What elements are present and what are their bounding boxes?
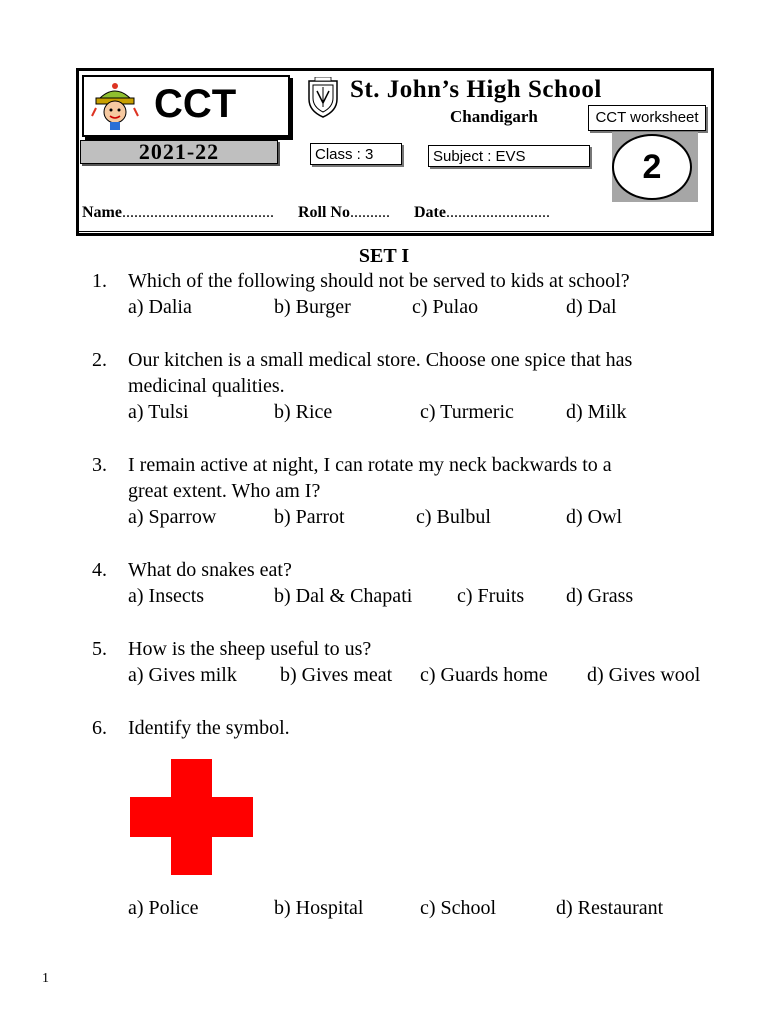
cct-title: CCT <box>154 82 237 126</box>
option[interactable]: c) Pulao <box>412 296 479 318</box>
page-number: 1 <box>42 971 49 986</box>
option[interactable]: b) Burger <box>274 296 351 318</box>
question-text: medicinal qualities. <box>128 375 285 397</box>
option[interactable]: c) Turmeric <box>420 401 514 423</box>
date-field[interactable]: .......................... <box>445 204 550 221</box>
worksheet-number: 2 <box>612 134 692 200</box>
school-crest-icon <box>305 77 341 119</box>
option[interactable]: b) Parrot <box>274 506 345 528</box>
option[interactable]: c) Bulbul <box>416 506 491 528</box>
question-number: 3. <box>92 454 107 476</box>
question-number: 1. <box>92 270 107 292</box>
question-text: What do snakes eat? <box>128 559 292 581</box>
date-label: Date <box>413 204 446 221</box>
question-text: Which of the following should not be served to kids at school? <box>128 270 630 292</box>
roll-label: Roll No <box>297 204 350 221</box>
name-field[interactable]: ...................................... <box>121 204 274 221</box>
header-divider <box>79 231 711 232</box>
worksheet-label: CCT worksheet <box>588 105 706 131</box>
question-text: great extent. Who am I? <box>128 480 321 502</box>
option[interactable]: b) Gives meat <box>280 664 393 686</box>
cartoon-kid-icon <box>90 80 140 130</box>
student-info-line <box>82 202 550 224</box>
option[interactable]: a) Insects <box>128 585 205 607</box>
question-text: How is the sheep useful to us? <box>128 638 372 660</box>
option[interactable]: b) Dal & Chapati <box>274 585 413 607</box>
question-number: 6. <box>92 717 107 739</box>
option[interactable]: a) Dalia <box>128 296 192 318</box>
subject-label: Subject : EVS <box>428 145 590 167</box>
option[interactable]: b) Rice <box>274 401 333 423</box>
option[interactable]: c) Fruits <box>457 585 525 607</box>
roll-field[interactable]: .......... <box>349 204 390 221</box>
option[interactable]: a) Gives milk <box>128 664 237 686</box>
class-label: Class : 3 <box>310 143 402 165</box>
question-number: 2. <box>92 349 107 371</box>
question-number: 4. <box>92 559 107 581</box>
question-text: I remain active at night, I can rotate my neck backwards to a <box>128 454 612 476</box>
option[interactable]: b) Hospital <box>274 897 364 919</box>
school-name: St. John’s High School <box>350 76 602 103</box>
option[interactable]: d) Restaurant <box>556 897 664 919</box>
academic-year: 2021-22 <box>80 140 278 164</box>
option[interactable]: d) Owl <box>566 506 623 528</box>
set-title: SET I <box>358 245 410 267</box>
question-text: Identify the symbol. <box>128 717 290 739</box>
city-name: Chandigarh <box>450 107 538 126</box>
option[interactable]: a) Sparrow <box>128 506 217 528</box>
question-number: 5. <box>92 638 107 660</box>
question-text: Our kitchen is a small medical store. Choose one spice that has <box>128 349 633 371</box>
option[interactable]: d) Gives wool <box>587 664 701 686</box>
option[interactable]: a) Tulsi <box>128 401 189 423</box>
option[interactable]: d) Dal <box>566 296 617 318</box>
option[interactable]: c) Guards home <box>420 664 548 686</box>
red-cross-icon <box>130 759 253 875</box>
option[interactable]: d) Grass <box>566 585 634 607</box>
name-label: Name <box>82 204 122 221</box>
option[interactable]: a) Police <box>128 897 199 919</box>
option[interactable]: d) Milk <box>566 401 627 423</box>
option[interactable]: c) School <box>420 897 497 919</box>
